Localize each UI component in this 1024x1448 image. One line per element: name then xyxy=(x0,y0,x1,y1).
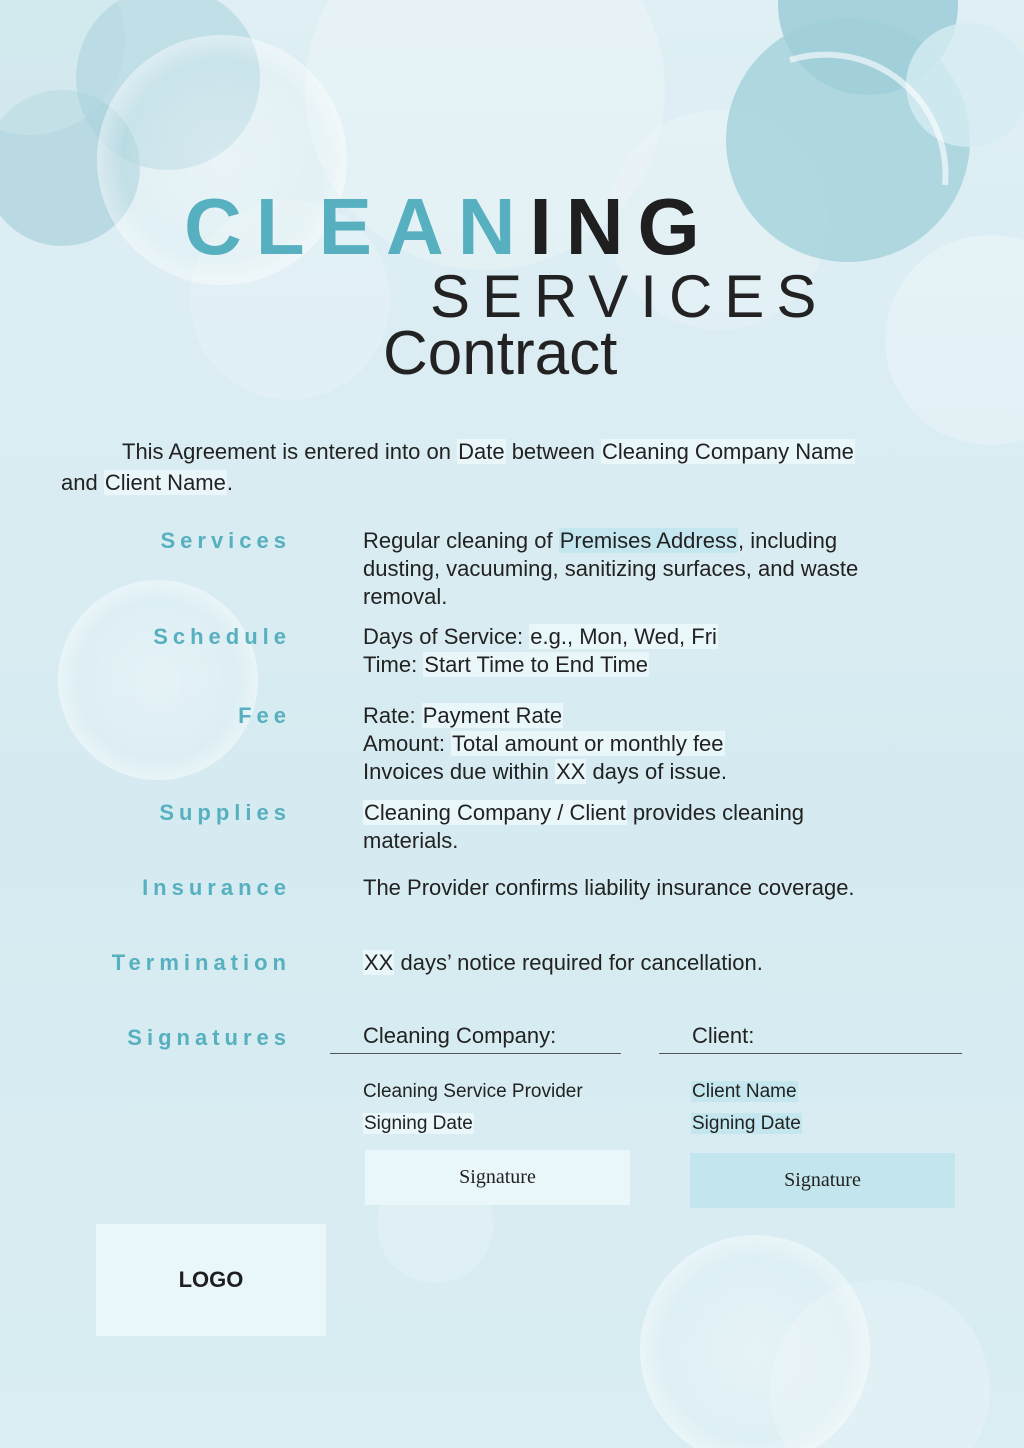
supplies-description xyxy=(363,799,953,855)
label-fee: Fee xyxy=(238,703,291,728)
company-signing-date-field: Signing Date xyxy=(364,1113,473,1134)
client-signature-box[interactable]: Signature xyxy=(690,1153,955,1208)
supplies-text: materials. xyxy=(363,828,459,853)
services-text: removal. xyxy=(363,584,448,609)
notice-days-field: XX xyxy=(364,950,394,975)
intro-text: between xyxy=(505,439,601,464)
termination-description xyxy=(363,949,953,977)
termination-text: days’ notice required for cancellation. xyxy=(394,950,763,975)
client-name-signature-field: Client Name xyxy=(692,1081,797,1102)
intro-text: . xyxy=(226,470,233,495)
date-field: Date xyxy=(458,439,505,464)
title-services: SERVICES xyxy=(430,263,829,330)
client-signature-line xyxy=(659,1053,962,1054)
fee-text: Invoices due within xyxy=(363,759,555,784)
days-field: e.g., Mon, Wed, Fri xyxy=(530,624,717,649)
invoice-days-field: XX xyxy=(556,759,586,784)
label-signatures: Signatures xyxy=(127,1025,291,1050)
supplies-text: provides cleaning xyxy=(626,800,805,825)
insurance-text: The Provider confirms liability insurance coverage. xyxy=(363,875,855,900)
schedule-text: Days of Service: xyxy=(363,624,530,649)
fee-text: Amount: xyxy=(363,731,452,756)
title-cleaning xyxy=(184,182,714,272)
client-name-field: Client Name xyxy=(104,470,226,495)
amount-field: Total amount or monthly fee xyxy=(452,731,724,756)
services-text: Regular cleaning of xyxy=(363,528,559,553)
time-field: Start Time to End Time xyxy=(424,652,649,677)
label-termination: Termination xyxy=(111,950,291,975)
label-schedule: Schedule xyxy=(153,624,291,649)
services-text: dusting, vacuuming, sanitizing surfaces, and waste xyxy=(363,556,859,581)
label-insurance: Insurance xyxy=(142,875,291,900)
company-signature-heading: Cleaning Company: xyxy=(363,1023,557,1048)
fee-description xyxy=(363,702,953,786)
company-provider-name: Cleaning Service Provider xyxy=(363,1081,583,1102)
title-contract: Contract xyxy=(383,319,618,388)
intro-text: and xyxy=(61,470,104,495)
insurance-description xyxy=(363,874,953,902)
label-services: Services xyxy=(160,528,291,553)
client-signing-date-field: Signing Date xyxy=(692,1113,801,1134)
fee-text: Rate: xyxy=(363,703,422,728)
intro-paragraph xyxy=(61,436,941,498)
client-signature-heading: Client: xyxy=(692,1023,755,1048)
supplies-provider-field: Cleaning Company / Client xyxy=(364,800,626,825)
title-accent: CLEAN xyxy=(184,182,530,271)
schedule-description xyxy=(363,623,953,679)
fee-text: days of issue. xyxy=(586,759,727,784)
company-signature-box[interactable]: Signature xyxy=(365,1150,630,1205)
rate-field: Payment Rate xyxy=(422,703,563,728)
company-name-field: Cleaning Company Name xyxy=(601,439,854,464)
title-dark: ING xyxy=(529,182,714,271)
company-signature-line xyxy=(330,1053,621,1054)
intro-text: This Agreement is entered into on xyxy=(122,439,458,464)
services-text: , including xyxy=(737,528,838,553)
schedule-text: Time: xyxy=(363,652,424,677)
logo-placeholder: LOGO xyxy=(96,1224,326,1336)
services-description xyxy=(363,527,953,611)
label-supplies: Supplies xyxy=(159,800,291,825)
premises-address-field: Premises Address xyxy=(559,528,737,553)
